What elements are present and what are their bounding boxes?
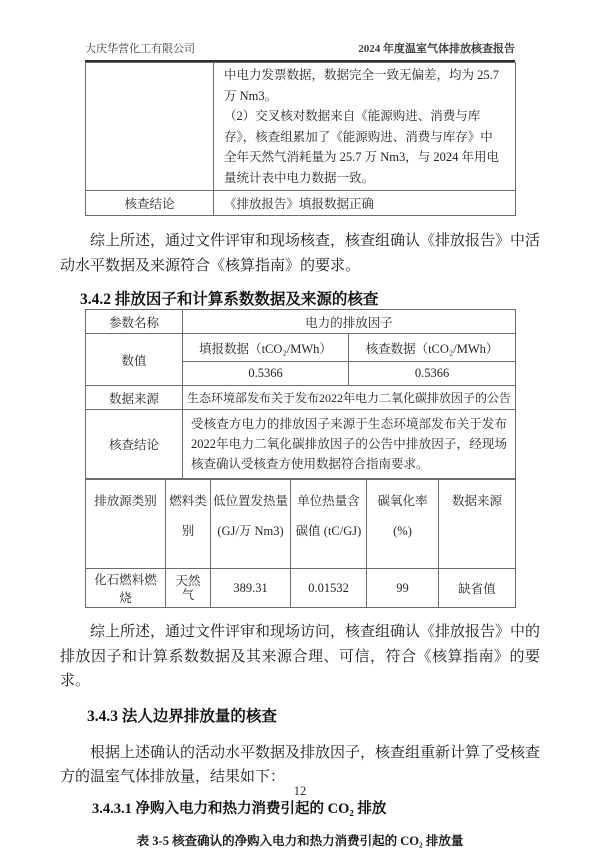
- heading-3-4-3-1: 3.4.3.1 净购入电力和热力消费引起的 CO₂ 排放: [92, 800, 387, 817]
- coefficient-table: [85, 479, 516, 608]
- factor-source-value: 生态环境部发布关于发布2022年电力二氧化碳排放因子的公告: [183, 386, 516, 410]
- coef-cell-fuel-type: 天然气: [166, 569, 211, 608]
- activity-conclusion-label: 核查结论: [86, 191, 214, 216]
- paragraph-summary-factors: 综上所述，通过文件评审和现场访问，核查组确认《排放报告》中的排放因子和计算系数数据及其来源合理、可信，符合《核算指南》的要求。: [60, 624, 541, 689]
- coef-cell-ncv: 389.31: [211, 569, 291, 608]
- page-header: [85, 0, 515, 62]
- factor-value-label: 数值: [86, 334, 183, 386]
- factor-verified-header: 核查数据（tCO₂/MWh）: [349, 334, 516, 362]
- heading-3-4-3: 3.4.3 法人边界排放量的核查: [87, 707, 277, 725]
- activity-note-line-2: （2）交叉核对数据来自《能源购进、消费与库存》，核查组累加了《能源购进、消费与库存》中全年天然气消耗量为 25.7 万 Nm3，与 2024 年用电量统计表中电力数据一致。: [224, 109, 500, 185]
- factor-source-label: 数据来源: [86, 386, 183, 410]
- coef-header-source-type: 排放源类别: [86, 480, 166, 569]
- factor-param-label: 参数名称: [86, 310, 183, 334]
- coef-header-data-source: 数据来源: [439, 480, 516, 569]
- coef-cell-source-type: 化石燃料燃烧: [86, 569, 166, 608]
- emission-factor-table: [85, 309, 516, 479]
- factor-conclusion-label: 核查结论: [86, 410, 183, 479]
- page-number: 12: [293, 784, 307, 798]
- coef-cell-data-source: 缺省值: [439, 569, 516, 608]
- coef-cell-oxidation-rate: 99: [367, 569, 439, 608]
- header-company: 大庆华营化工有限公司: [85, 43, 195, 55]
- coef-header-carbon-content: 单位热量含碳值 (tC/GJ): [291, 480, 367, 569]
- header-report-title: 2024 年度温室气体排放核查报告: [358, 43, 515, 55]
- activity-note-label-cell: [86, 63, 214, 191]
- coef-header-fuel-type: 燃料类别: [166, 480, 211, 569]
- activity-data-table: [85, 62, 516, 216]
- coef-header-ncv: 低位置发热量 (GJ/万 Nm3): [211, 480, 291, 569]
- coef-header-oxidation-rate: 碳氧化率 (%): [367, 480, 439, 569]
- coef-cell-carbon-content: 0.01532: [291, 569, 367, 608]
- table-3-5-caption: 表 3-5 核查确认的净购入电力和热力消费引起的 CO₂ 排放量: [136, 833, 464, 848]
- factor-reported-header: 填报数据（tCO₂/MWh）: [183, 334, 349, 362]
- activity-conclusion-value: 《排放报告》填报数据正确: [214, 191, 516, 216]
- activity-note-line-1: 中电力发票数据，数据完全一致无偏差，均为 25.7 万 Nm3。: [224, 68, 500, 103]
- factor-param-value: 电力的排放因子: [183, 310, 516, 334]
- factor-verified-value: 0.5366: [349, 362, 516, 386]
- heading-3-4-2: 3.4.2 排放因子和计算系数数据及来源的核查: [80, 291, 379, 308]
- paragraph-recalc-intro: 根据上述确认的活动水平数据及排放因子，核查组重新计算了受核查方的温室气体排放量，结果如下：: [60, 744, 541, 785]
- paragraph-summary-activity: 综上所述，通过文件评审和现场核查，核查组确认《排放报告》中活动水平数据及来源符合《核算指南》的要求。: [60, 233, 541, 274]
- factor-conclusion-value: 受核查方电力的排放因子来源于生态环境部发布关于发布2022年电力二氧化碳排放因子的公告中排放因子，经现场核查确认受核查方使用数据符合指南要求。: [183, 410, 516, 479]
- factor-reported-value: 0.5366: [183, 362, 349, 386]
- activity-note-cell: [214, 63, 516, 191]
